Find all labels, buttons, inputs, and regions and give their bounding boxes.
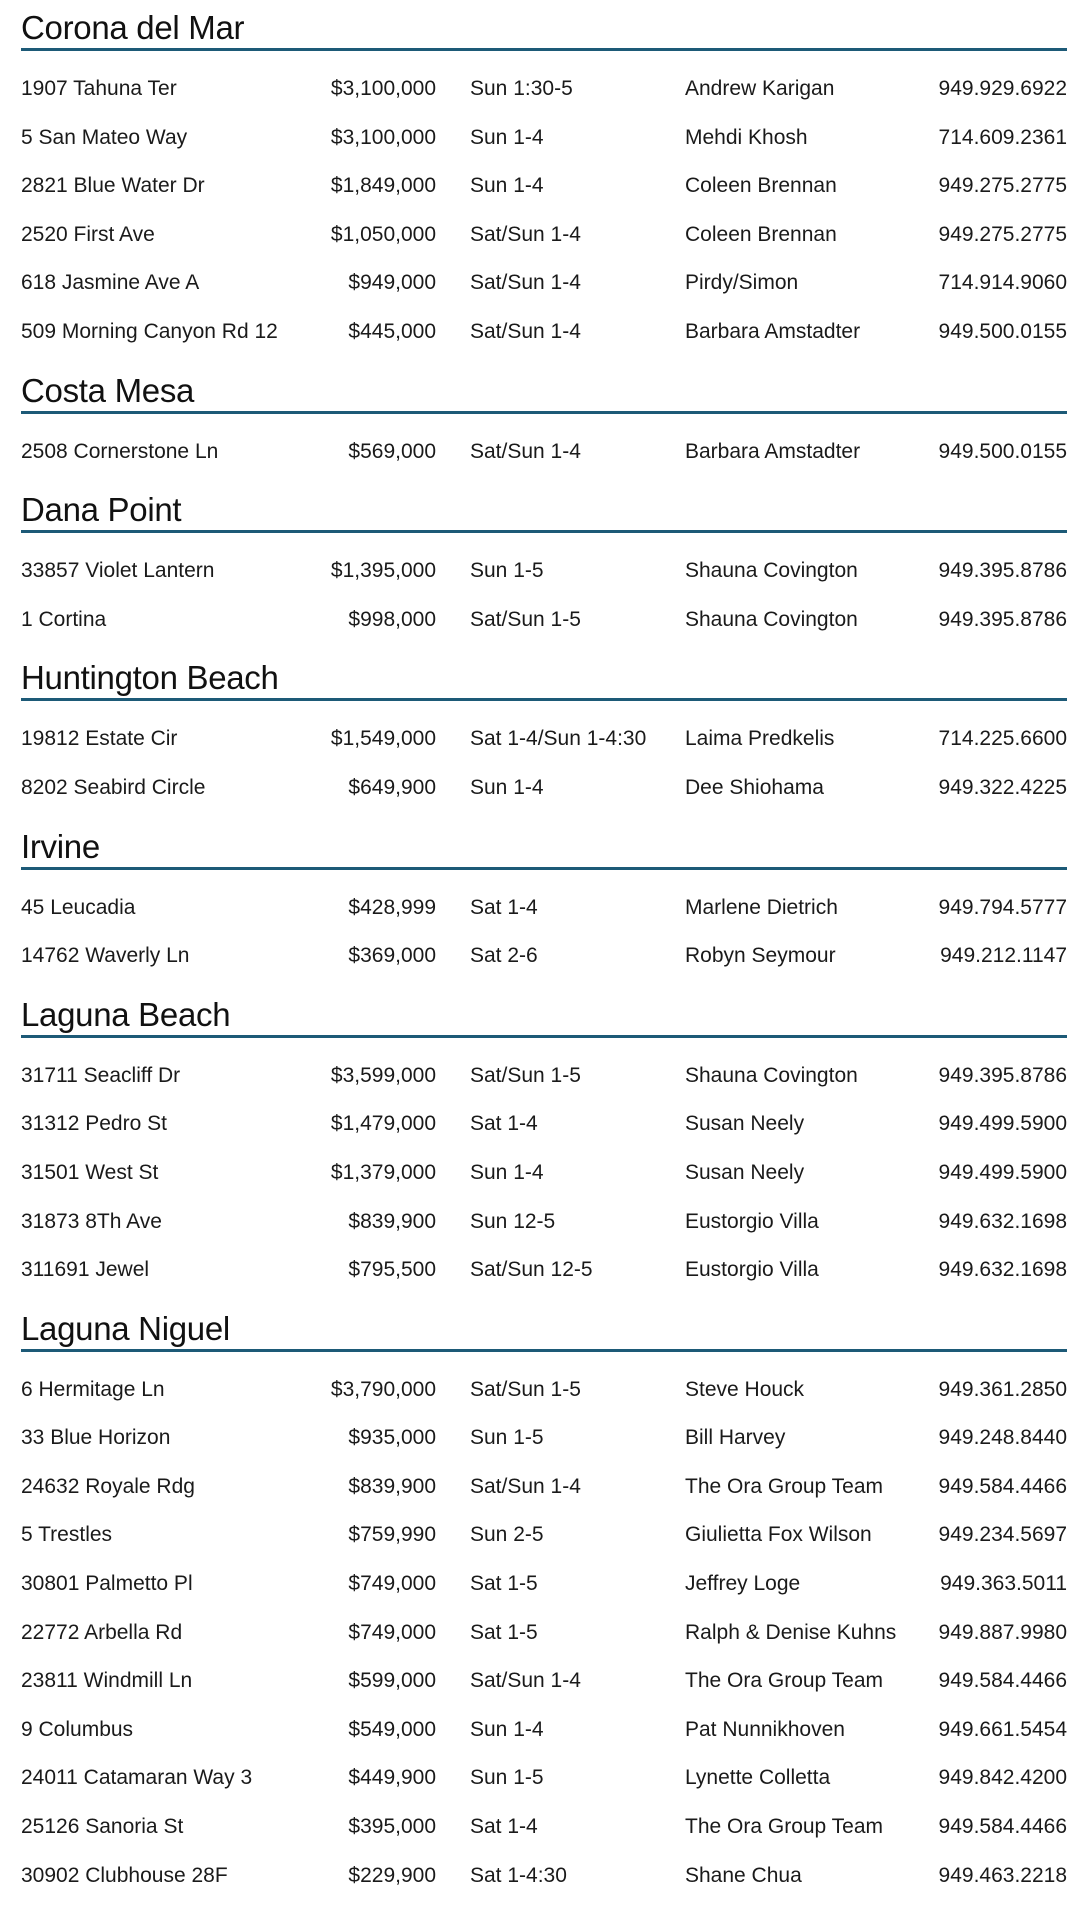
listing-phone: 714.609.2361: [938, 125, 1067, 149]
listing-address: 24011 Catamaran Way 3: [21, 1766, 253, 1790]
listing-phone: 949.212.1147: [940, 944, 1067, 968]
listing-price: $1,479,000: [330, 1112, 436, 1136]
city-heading: Dana Point: [21, 491, 182, 529]
listing-row: [21, 1517, 1067, 1566]
listing-agent: Marlene Dietrich: [685, 895, 838, 919]
city-section: [21, 650, 1067, 818]
listing-agent: The Ora Group Team: [685, 1474, 884, 1498]
listing-open-house-time: Sat/Sun 1-4: [470, 1669, 581, 1693]
listing-open-house-time: Sat/Sun 1-5: [470, 1377, 581, 1401]
section-divider: [21, 698, 1067, 701]
listing-address: 23811 Windmill Ln: [21, 1669, 193, 1693]
listing-address: 33857 Violet Lantern: [21, 559, 215, 583]
listing-row: [21, 120, 1067, 169]
listing-price: $1,549,000: [330, 727, 436, 751]
listing-open-house-time: Sun 1-5: [470, 1426, 544, 1450]
listing-row: [21, 1615, 1067, 1664]
listing-address: 24632 Royale Rdg: [21, 1474, 195, 1498]
listing-address: 8202 Seabird Circle: [21, 775, 206, 799]
listing-row: [21, 1420, 1067, 1469]
listing-agent: Shane Chua: [685, 1863, 802, 1887]
listing-address: 5 Trestles: [21, 1523, 113, 1547]
section-divider: [21, 1035, 1067, 1038]
listing-agent: Shauna Covington: [685, 559, 858, 583]
listing-phone: 949.322.4225: [938, 775, 1067, 799]
listing-address: 33 Blue Horizon: [21, 1426, 171, 1450]
listing-phone: 949.500.0155: [938, 319, 1067, 343]
listing-open-house-time: Sun 1:30-5: [470, 77, 573, 100]
listing-row: [21, 602, 1067, 651]
listing-phone: 949.584.4466: [938, 1474, 1067, 1498]
section-divider: [21, 867, 1067, 870]
listing-phone: 949.584.4466: [938, 1669, 1067, 1693]
listing-address: 6 Hermitage Ln: [21, 1377, 165, 1401]
listing-phone: 949.887.9980: [938, 1620, 1067, 1644]
listing-price: $395,000: [348, 1815, 436, 1839]
listing-row: [21, 1663, 1067, 1712]
listing-address: 2508 Cornerstone Ln: [21, 439, 219, 463]
listing-open-house-time: Sat 1-5: [470, 1572, 538, 1596]
listing-agent: Laima Predkelis: [685, 727, 835, 751]
listing-price: $759,990: [348, 1523, 436, 1547]
listing-row: [21, 1712, 1067, 1761]
listing-open-house-time: Sat/Sun 1-4: [470, 271, 581, 295]
listing-address: 1 Cortina: [21, 607, 107, 631]
listing-address: 2520 First Ave: [21, 222, 155, 246]
listing-address: 22772 Arbella Rd: [21, 1620, 183, 1644]
listing-address: 2821 Blue Water Dr: [21, 174, 205, 198]
listing-address: 31873 8Th Ave: [21, 1209, 162, 1233]
listing-row: [21, 1106, 1067, 1155]
listing-address: 19812 Estate Cir: [21, 727, 178, 751]
listing-address: 31711 Seacliff Dr: [21, 1063, 181, 1087]
listing-row: [21, 1204, 1067, 1253]
listing-phone: 949.463.2218: [938, 1863, 1067, 1887]
listing-open-house-time: Sat/Sun 1-5: [470, 1063, 581, 1087]
section-divider: [21, 530, 1067, 533]
listing-row: [21, 434, 1067, 483]
listing-open-house-time: Sun 1-4: [470, 125, 544, 149]
listing-agent: Pirdy/Simon: [685, 271, 799, 295]
listing-phone: 949.248.8440: [938, 1426, 1067, 1450]
listing-phone: 949.842.4200: [938, 1766, 1067, 1790]
listing-phone: 949.661.5454: [938, 1717, 1067, 1741]
listing-address: 31501 West St: [21, 1160, 159, 1184]
listing-phone: 714.225.6600: [938, 727, 1067, 751]
listing-open-house-time: Sat/Sun 1-5: [470, 607, 581, 631]
listing-phone: 949.234.5697: [938, 1523, 1067, 1547]
listing-row: [21, 553, 1067, 602]
listing-address: 14762 Waverly Ln: [21, 944, 190, 968]
listing-agent: Andrew Karigan: [685, 77, 835, 100]
listing-address: 1907 Tahuna Ter: [21, 77, 177, 100]
listing-price: $839,900: [348, 1209, 436, 1233]
listing-agent: Ralph & Denise Kuhns: [685, 1620, 897, 1644]
listing-price: $649,900: [348, 775, 436, 799]
listing-phone: 949.395.8786: [938, 607, 1067, 631]
listing-agent: Barbara Amstadter: [685, 439, 861, 463]
listing-open-house-time: Sun 1-5: [470, 1766, 544, 1790]
listing-phone: 949.584.4466: [938, 1815, 1067, 1839]
listing-price: $3,100,000: [330, 125, 436, 149]
listing-open-house-time: Sat/Sun 12-5: [470, 1258, 593, 1282]
listing-open-house-time: Sun 1-4: [470, 1717, 544, 1741]
listing-phone: 714.914.9060: [938, 271, 1067, 295]
listing-row: [21, 770, 1067, 819]
listing-phone: 949.500.0155: [938, 439, 1067, 463]
listing-address: 618 Jasmine Ave A: [21, 271, 200, 295]
listing-price: $449,900: [348, 1766, 436, 1790]
listing-row: [21, 1858, 1067, 1907]
listing-phone: 949.929.6922: [938, 77, 1067, 100]
listing-address: 25126 Sanoria St: [21, 1815, 184, 1839]
listing-agent: Susan Neely: [685, 1112, 805, 1136]
listing-price: $795,500: [348, 1258, 436, 1282]
listing-price: $428,999: [348, 895, 436, 919]
listing-agent: Coleen Brennan: [685, 222, 837, 246]
listing-agent: Dee Shiohama: [685, 775, 824, 799]
listing-agent: Robyn Seymour: [685, 944, 836, 968]
listing-row: [21, 1155, 1067, 1204]
city-section: [21, 0, 1067, 363]
listing-address: 30902 Clubhouse 28F: [21, 1863, 228, 1887]
listing-agent: Pat Nunnikhoven: [685, 1717, 845, 1741]
listing-price: $369,000: [348, 944, 436, 968]
listing-price: $1,849,000: [330, 174, 436, 198]
city-section: [21, 363, 1067, 483]
listing-row: [21, 938, 1067, 987]
listing-price: $3,790,000: [330, 1377, 436, 1401]
listing-price: $935,000: [348, 1426, 436, 1450]
listing-price: $949,000: [348, 271, 436, 295]
city-heading: Huntington Beach: [21, 659, 279, 697]
listing-open-house-time: Sat 1-5: [470, 1620, 538, 1644]
listing-open-house-time: Sat/Sun 1-4: [470, 439, 581, 463]
listing-open-house-time: Sun 12-5: [470, 1209, 556, 1233]
listing-phone: 949.275.2775: [938, 222, 1067, 246]
listing-open-house-time: Sat/Sun 1-4: [470, 319, 581, 343]
listing-row: [21, 217, 1067, 266]
listing-row: [21, 1058, 1067, 1107]
listing-agent: Giulietta Fox Wilson: [685, 1523, 872, 1547]
city-section: [21, 819, 1067, 987]
listing-open-house-time: Sat 1-4/Sun 1-4:30: [470, 727, 647, 751]
listing-price: $1,379,000: [330, 1160, 436, 1184]
city-heading: Corona del Mar: [21, 9, 245, 46]
listing-open-house-time: Sun 1-4: [470, 1160, 544, 1184]
listing-agent: Jeffrey Loge: [685, 1572, 801, 1596]
listing-address: 31312 Pedro St: [21, 1112, 167, 1136]
listing-row: [21, 721, 1067, 770]
listing-price: $749,000: [348, 1620, 436, 1644]
listing-open-house-time: Sat 1-4:30: [470, 1863, 567, 1887]
listing-agent: Shauna Covington: [685, 607, 858, 631]
listing-price: $599,000: [348, 1669, 436, 1693]
listing-row: [21, 265, 1067, 314]
listing-price: $549,000: [348, 1717, 436, 1741]
listing-open-house-time: Sat/Sun 1-4: [470, 1474, 581, 1498]
listing-row: [21, 71, 1067, 120]
listing-phone: 949.632.1698: [938, 1258, 1067, 1282]
listing-price: $1,050,000: [330, 222, 436, 246]
listing-phone: 949.499.5900: [938, 1112, 1067, 1136]
listing-phone: 949.499.5900: [938, 1160, 1067, 1184]
city-heading: Laguna Niguel: [21, 1309, 230, 1347]
section-divider: [21, 48, 1067, 51]
listing-price: $229,900: [348, 1863, 436, 1887]
listing-open-house-time: Sun 1-4: [470, 775, 544, 799]
listing-open-house-time: Sun 2-5: [470, 1523, 544, 1547]
listing-price: $749,000: [348, 1572, 436, 1596]
listing-phone: 949.363.5011: [940, 1572, 1067, 1596]
listing-open-house-time: Sat 1-4: [470, 1815, 538, 1839]
listing-agent: Bill Harvey: [685, 1426, 786, 1450]
listing-open-house-time: Sat/Sun 1-4: [470, 222, 581, 246]
listing-agent: Susan Neely: [685, 1160, 805, 1184]
open-house-listings: [21, 0, 1067, 1906]
listing-row: [21, 1809, 1067, 1858]
listing-open-house-time: Sun 1-5: [470, 559, 544, 583]
listing-row: [21, 314, 1067, 363]
listing-phone: 949.794.5777: [938, 895, 1067, 919]
listing-address: 311691 Jewel: [21, 1258, 150, 1282]
listing-phone: 949.361.2850: [938, 1377, 1067, 1401]
listing-address: 45 Leucadia: [21, 895, 136, 919]
city-heading: Irvine: [21, 827, 100, 865]
listing-row: [21, 1469, 1067, 1518]
listing-phone: 949.395.8786: [938, 559, 1067, 583]
section-divider: [21, 1349, 1067, 1352]
listing-agent: Eustorgio Villa: [685, 1258, 819, 1282]
listing-address: 9 Columbus: [21, 1717, 134, 1741]
section-divider: [21, 411, 1067, 414]
listing-row: [21, 1566, 1067, 1615]
city-heading: Laguna Beach: [21, 995, 231, 1033]
listing-address: 30801 Palmetto Pl: [21, 1572, 193, 1596]
listing-row: [21, 890, 1067, 939]
listing-row: [21, 1372, 1067, 1421]
listing-price: $445,000: [348, 319, 436, 343]
listing-address: 509 Morning Canyon Rd 12: [21, 319, 278, 343]
listing-agent: The Ora Group Team: [685, 1669, 884, 1693]
city-section: [21, 1301, 1067, 1907]
listing-price: $998,000: [348, 607, 436, 631]
listing-agent: Mehdi Khosh: [685, 125, 808, 149]
listing-phone: 949.632.1698: [938, 1209, 1067, 1233]
listing-price: $1,395,000: [330, 559, 436, 583]
listing-row: [21, 1252, 1067, 1301]
listing-price: $569,000: [348, 439, 436, 463]
listing-open-house-time: Sat 1-4: [470, 895, 538, 919]
listing-price: $3,599,000: [330, 1063, 436, 1087]
city-section: [21, 987, 1067, 1301]
listing-open-house-time: Sun 1-4: [470, 174, 544, 198]
city-heading: Costa Mesa: [21, 371, 195, 409]
listing-row: [21, 168, 1067, 217]
listing-agent: Eustorgio Villa: [685, 1209, 819, 1233]
listing-agent: Coleen Brennan: [685, 174, 837, 198]
listing-agent: Lynette Colletta: [685, 1766, 831, 1790]
listing-row: [21, 1760, 1067, 1809]
listing-phone: 949.275.2775: [938, 174, 1067, 198]
city-section: [21, 482, 1067, 650]
listing-open-house-time: Sat 2-6: [470, 944, 538, 968]
listing-phone: 949.395.8786: [938, 1063, 1067, 1087]
listing-price: $3,100,000: [330, 77, 436, 100]
listing-agent: Barbara Amstadter: [685, 319, 861, 343]
listing-agent: The Ora Group Team: [685, 1815, 884, 1839]
listing-agent: Steve Houck: [685, 1377, 805, 1401]
listing-price: $839,900: [348, 1474, 436, 1498]
listing-address: 5 San Mateo Way: [21, 125, 188, 149]
listing-agent: Shauna Covington: [685, 1063, 858, 1087]
listing-open-house-time: Sat 1-4: [470, 1112, 538, 1136]
